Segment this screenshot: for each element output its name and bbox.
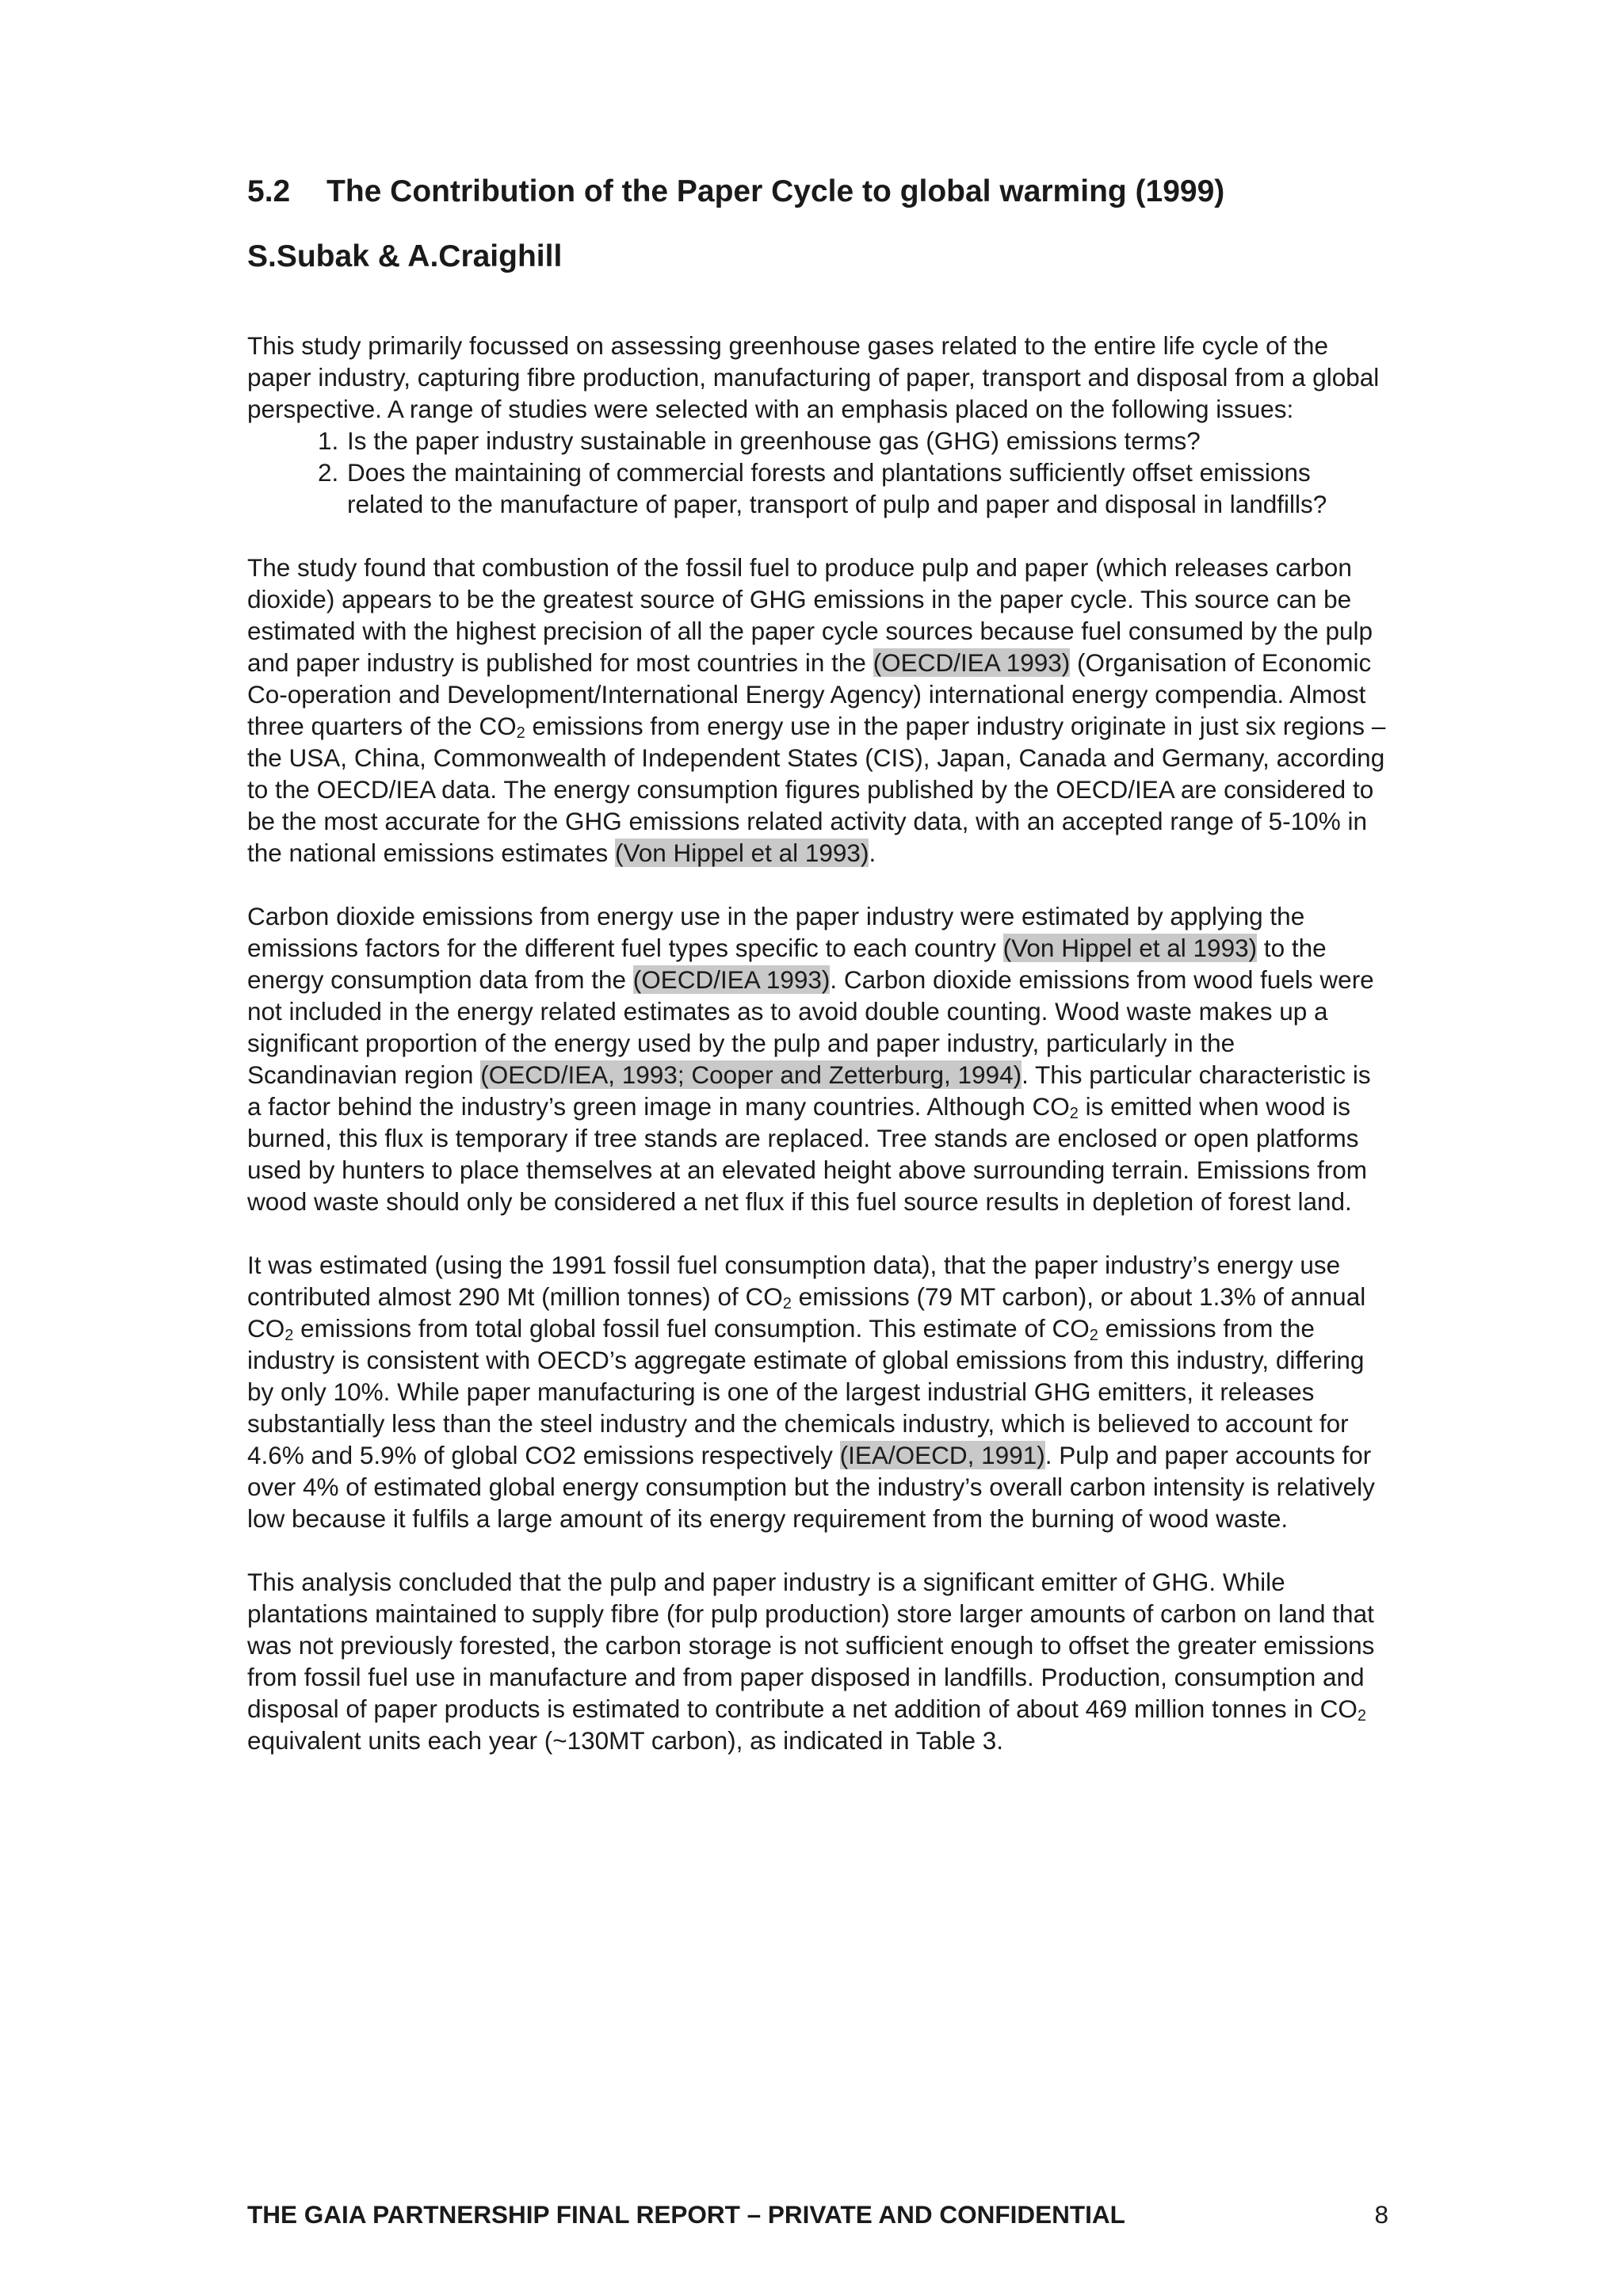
document-page (247, 171, 1388, 1756)
paragraph-emission-factors: Carbon dioxide emissions from energy use in the paper industry were estimated by applying the emissions factors for the different fuel types specific to each country (Von Hippel et al 1993) to the energy consumption data from the (OECD/IEA 1993). Carbon dioxide emissions from wood fuels were not included in the energy related estimates as to avoid double counting. Wood waste makes up a significant proportion of the energy used by the pulp and paper industry, particularly in the Scandinavian region (OECD/IEA, 1993; Cooper and Zetterburg, 1994). This particular characteristic is a factor behind the industry’s green image in many countries. Although $CO_2$ is emitted when wood is burned, this flux is temporary if tree stands are replaced. Tree stands are enclosed or open platforms used by hunters to place themselves at an elevated height above surrounding terrain. Emissions from wood waste should only be considered a net flux if this fuel source results in depletion of forest land. (247, 902, 1374, 1216)
section-title: The Contribution of the Paper Cycle to global warming (1999) (327, 174, 1225, 208)
page-number: 8 (1374, 2200, 1388, 2229)
paragraph-conclusion: This analysis concluded that the pulp and paper industry is a significant emitter of GHG. While plantations maintained to supply fibre (for pulp production) store larger amounts of carbon on land that was not previously forested, the carbon storage is not sufficient enough to offset the greater emissions from fossil fuel use in manufacture and from paper disposed in landfills. Production, consumption and disposal of paper products is estimated to contribute a net addition of about 469 million tonnes in $CO_2$ equivalent units each year (~130MT carbon), as indicated in Table 3. (247, 1568, 1375, 1755)
authors: S.Subak & A.Craighill (247, 239, 563, 273)
citation: (OECD/IEA 1993) (632, 965, 831, 994)
page-footer (247, 2199, 1388, 2230)
issue-item-2: 2. Does the maintaining of commercial forests and plantations sufficiently offset emissions related to the manufacture of paper, transport of pulp and paper and disposal in landfills? (346, 457, 1388, 520)
citation: (IEA/OECD, 1991) (839, 1441, 1045, 1469)
citation: (OECD/IEA 1993) (873, 648, 1071, 677)
issue-item-1: 1. Is the paper industry sustainable in greenhouse gas (GHG) emissions terms? (346, 425, 1388, 457)
citation: (Von Hippel et al 1993) (614, 839, 869, 867)
paragraph-combustion: The study found that combustion of the fossil fuel to produce pulp and paper (which releases carbon dioxide) appears to be the greatest source of GHG emissions in the paper cycle. This source can be estimated with the highest precision of all the paper cycle sources because fuel consumed by the pulp and paper industry is published for most countries in the (OECD/IEA 1993) (Organisation of Economic Co-operation and Development/International Energy Agency) international energy compendia. Almost three quarters of the $CO_2$ emissions from energy use in the paper industry originate in just six regions – the USA, China, Commonwealth of Independent States (CIS), Japan, Canada and Germany, according to the OECD/IEA data. The energy consumption figures published by the OECD/IEA are considered to be the most accurate for the GHG emissions related activity data, with an accepted range of 5-10% in the national emissions estimates (Von Hippel et al 1993). (247, 553, 1386, 867)
intro-paragraph: This study primarily focussed on assessing greenhouse gases related to the entire life cycle of the paper industry, capturing fibre production, manufacturing of paper, transport and disposal from a global perspective. A range of studies were selected with an emphasis placed on the following issues: (247, 331, 1380, 423)
citation: (Von Hippel et al 1993) (1002, 934, 1258, 962)
citation: (OECD/IEA, 1993; Cooper and Zetterburg, 1994) (480, 1060, 1022, 1089)
paragraph-estimates: It was estimated (using the 1991 fossil fuel consumption data), that the paper industry’s energy use contributed almost 290 Mt (million tonnes) of $CO_2$ emissions (79 MT carbon), or about 1.3% of annual $CO_2$ emissions from total global fossil fuel consumption. This estimate of $CO_2$ emissions from the industry is consistent with OECD’s aggregate estimate of global emissions from this industry, differing by only 10%. While paper manufacturing is one of the largest industrial GHG emitters, it releases substantially less than the steel industry and the chemicals industry, which is believed to account for 4.6% and 5.9% of global CO2 emissions respectively (IEA/OECD, 1991). Pulp and paper accounts for over 4% of estimated global energy consumption but the industry’s overall carbon intensity is relatively low because it fulfils a large amount of its energy requirement from the burning of wood waste. (247, 1251, 1375, 1533)
section-number: 5.2 (247, 174, 291, 208)
issues-list (247, 425, 1388, 520)
footer-text: THE GAIA PARTNERSHIP FINAL REPORT – PRIVATE AND CONFIDENTIAL (247, 2200, 1125, 2229)
section-heading (247, 171, 1388, 212)
